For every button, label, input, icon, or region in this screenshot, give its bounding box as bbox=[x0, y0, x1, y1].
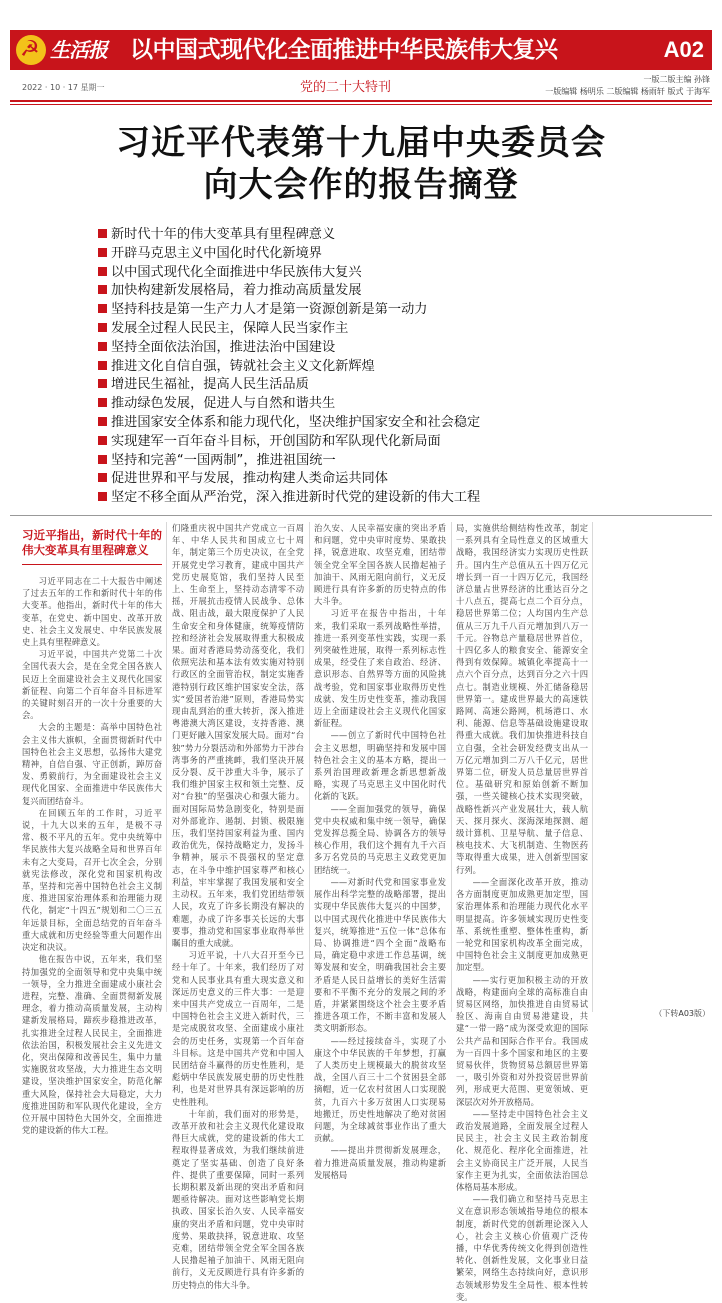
summary-point: 实现建军一百年奋斗目标，开创国防和军队现代化新局面 bbox=[98, 433, 698, 452]
body-paragraph: 十年前，我们面对的形势是，改革开放和社会主义现代化建设取得巨大成就，党的建设新的伟大工程取得显著成效，为我们继续前进奠定了坚实基础、创造了良好条件、提供了重要保障，同时一系列长期积累及新出现的突出矛盾和问题亟待解决。面对这些影响党长期执政、国家长治久安、人民幸福安康的突出矛盾和问题，党中央审时度势、果敢抉择，锐意进取、攻坚克难，团结带领全党全军全国各族人民撸起袖子加油干、风雨无阻向前行，义无反顾进行具有许多新的历史特点的伟大斗争。 bbox=[172, 1108, 304, 1290]
masthead-rule-thin bbox=[10, 104, 712, 105]
editors-credit-1: 一版二版主编 孙锋 bbox=[643, 75, 710, 84]
masthead-title: 以中国式现代化全面推进中华民族伟大复兴 bbox=[130, 36, 558, 63]
body-paragraph: 习近平同志在二十大报告中阐述了过去五年的工作和新时代十年的伟大变革。他指出，新时代十年的伟大变革，在党史、新中国史、改革开放史、社会主义发展史、中华民族发展史上具有里程碑意义。 bbox=[22, 576, 162, 648]
body-paragraph: 习近平说，中国共产党第二十次全国代表大会，是在全党全国各族人民迈上全面建设社会主义现代化国家新征程、向第二个百年奋斗目标进军的关键时刻召开的一次十分重要的大会。 bbox=[22, 649, 162, 721]
square-bullet-icon bbox=[98, 436, 107, 445]
summary-point: 坚持科技是第一生产力人才是第一资源创新是第一动力 bbox=[98, 301, 698, 320]
summary-point: 新时代十年的伟大变革具有里程碑意义 bbox=[98, 226, 698, 245]
square-bullet-icon bbox=[98, 361, 107, 370]
masthead-banner bbox=[10, 30, 712, 70]
summary-points-list bbox=[98, 226, 698, 508]
square-bullet-icon bbox=[98, 492, 107, 501]
summary-point: 推进国家安全体系和能力现代化，坚决维护国家安全和社会稳定 bbox=[98, 414, 698, 433]
issue-date: 2022 · 10 · 17 星期一 bbox=[22, 83, 105, 92]
headline-line-2: 向大会作的报告摘登 bbox=[203, 165, 519, 205]
body-paragraph: 大会的主题是：高举中国特色社会主义伟大旗帜，全面贯彻新时代中国特色社会主义思想，弘扬伟大建党精神，自信自强、守正创新，踔厉奋发、勇毅前行，为全面建设社会主义现代化国家、全面推进中华民族伟大复兴而团结奋斗。 bbox=[22, 722, 162, 806]
square-bullet-icon bbox=[98, 323, 107, 332]
body-paragraph: ——实行更加积极主动的开放战略，构建面向全球的高标准自由贸易区网络，加快推进自由贸易试验区、海南自由贸易港建设，共建“一带一路”成为深受欢迎的国际公共产品和国际合作平台。我国成为一百四十多个国家和地区的主要贸易伙伴，货物贸易总额居世界第一，吸引外资和对外投资居世界前列，形成更大范围、更宽领域、更深层次对外开放格局。 bbox=[456, 974, 588, 1107]
body-paragraph: ——创立了新时代中国特色社会主义思想，明确坚持和发展中国特色社会主义的基本方略，提出一系列治国理政新理念新思想新战略，实现了马克思主义中国化时代化新的飞跃。 bbox=[314, 730, 446, 802]
masthead-subrow bbox=[0, 74, 722, 100]
summary-point: 坚定不移全面从严治党，深入推进新时代党的建设新的伟大工程 bbox=[98, 489, 698, 508]
square-bullet-icon bbox=[98, 455, 107, 464]
page-number: A02 bbox=[663, 37, 704, 62]
article-subhead: 习近平指出，新时代十年的伟大变革具有里程碑意义 bbox=[22, 528, 162, 565]
headline-line-1: 习近平代表第十九届中央委员会 bbox=[116, 123, 606, 163]
column-divider bbox=[592, 522, 593, 1012]
body-paragraph: ——全面深化改革开放，推动各方面制度更加成熟更加定型，国家治理体系和治理能力现代化水平明显提高。许多领域实现历史性变革、系统性重塑、整体性重构，新一轮党和国家机构改革全面完成，中国特色社会主义制度更加成熟更加定型。 bbox=[456, 876, 588, 973]
body-paragraph: ——提出并贯彻新发展理念，着力推进高质量发展，推动构建新发展格局 bbox=[314, 1145, 446, 1180]
body-paragraph: ——全面加强党的领导，确保党中央权威和集中统一领导，确保党发挥总揽全局、协调各方的领导核心作用，我们这个拥有九千六百多万名党员的马克思主义政党更加团结统一。 bbox=[314, 803, 446, 875]
body-paragraph: 们隆重庆祝中国共产党成立一百周年、中华人民共和国成立七十周年，制定第三个历史决议，在全党开展党史学习教育，建成中国共产党历史展览馆，我们坚持人民至上、生命至上，坚持动态清零不动摇，开展抗击疫情人民战争、总体战、阻击战，最大限度保护了人民生命安全和身体健康，统筹疫情防控和经济社会发展取得重大积极成果。面对香港局势动荡变化，我们依照宪法和基本法有效实施对特别行政区的全面管治权，制定实施香港特别行政区维护国家安全法，落实“爱国者治港”原则，香港局势实现由乱到治的重大转折，深入推进粤港澳大湾区建设，支持香港、澳门更好融入国家发展大局。面对“台独”势力分裂活动和外部势力干涉台湾事务的严重挑衅，我们坚决开展反分裂、反干涉重大斗争，展示了我们维护国家主权和领土完整、反对“台独”的坚强决心和强大能力。面对国际局势急剧变化，特别是面对外部讹诈、遏制、封锁、极限施压，我们坚持国家利益为重、国内政治优先，保持战略定力，发扬斗争精神，展示不畏强权的坚定意志，在斗争中维护国家尊严和核心利益，牢牢掌握了我国发展和安全主动权。五年来，我们党团结带领人民，攻克了许多长期没有解决的难题，办成了许多事关长远的大事要事，推动党和国家事业取得举世瞩目的重大成就。 bbox=[172, 523, 304, 948]
body-paragraph: ——对新时代党和国家事业发展作出科学完整的战略部署，提出实现中华民族伟大复兴的中国梦，以中国式现代化推进中华民族伟大复兴，统筹推进“五位一体”总体布局、协调推进“四个全面”战略布局，确定稳中求进工作总基调，统筹发展和安全，明确我国社会主要矛盾是人民日益增长的美好生活需要和不平衡不充分的发展之间的矛盾，并紧紧围绕这个社会主要矛盾推进各项工作，不断丰富和发展人类文明新形态。 bbox=[314, 876, 446, 1034]
body-paragraph: ——经过接续奋斗，实现了小康这个中华民族的千年梦想，打赢了人类历史上规模最大的脱贫攻坚战，全国八百三十二个贫困县全部摘帽，近一亿农村贫困人口实现脱贫，九百六十多万贫困人口实现易地搬迁，历史性地解决了绝对贫困问题，为全球减贫事业作出了重大贡献。 bbox=[314, 1035, 446, 1144]
special-issue-label: 党的二十大特刊 bbox=[300, 80, 392, 95]
continued-note: （下转A03版） bbox=[654, 1009, 710, 1018]
article-divider bbox=[10, 515, 712, 516]
summary-point: 推动绿色发展，促进人与自然和谐共生 bbox=[98, 395, 698, 414]
body-paragraph: ——坚持走中国特色社会主义政治发展道路，全面发展全过程人民民主，社会主义民主政治制度化、规范化、程序化全面推进，社会主义协商民主广泛开展，人民当家作主更为扎实，全面依法治国总体格局基本形成。 bbox=[456, 1108, 588, 1192]
masthead-rule bbox=[10, 100, 712, 102]
body-paragraph: 他在报告中说，五年来，我们坚持加强党的全面领导和党中央集中统一领导，全力推进全面建成小康社会进程，完整、准确、全面贯彻新发展理念，着力推动高质量发展，主动构建新发展格局，蹄疾步稳推进改革，扎实推进全过程人民民主，全面推进依法治国，积极发展社会主义先进文化，突出保障和改善民生，集中力量实施脱贫攻坚战，大力推进生态文明建设，坚决维护国家安全，防范化解重大风险，保持社会大局稳定，大力度推进国防和军队现代化建设，全方位开展中国特色大国外交，全面推进党的建设新的伟大工程。 bbox=[22, 954, 162, 1136]
article-column-4 bbox=[456, 522, 588, 1302]
article-column-3 bbox=[314, 522, 446, 1180]
summary-point: 加快构建新发展格局，着力推动高质量发展 bbox=[98, 282, 698, 301]
party-emblem-icon bbox=[16, 35, 46, 65]
newspaper-brand: 生活报 bbox=[50, 38, 107, 62]
body-paragraph: 在回顾五年的工作时，习近平说，十九大以来的五年，是极不寻常、极不平凡的五年。党中央统筹中华民族伟大复兴战略全局和世界百年未有之大变局，召开七次全会，分别就宪法修改，深化党和国家机构改革，坚持和完善中国特色社会主义制度、推进国家治理体系和治理能力现代化，制定“十四五”规划和二〇三五年远景目标，全面总结党的百年奋斗重大成就和历史经验等重大问题作出决定和决议。 bbox=[22, 807, 162, 953]
square-bullet-icon bbox=[98, 304, 107, 313]
body-paragraph: 习近平说，十八大召开至今已经十年了。十年来，我们经历了对党和人民事业具有重大现实意义和深远历史意义的三件大事：一是迎来中国共产党成立一百周年，二是中国特色社会主义进入新时代，三是完成脱贫攻坚、全面建成小康社会的历史任务，实现第一个百年奋斗目标。这是中国共产党和中国人民团结奋斗赢得的历史性胜利，是彪炳中华民族发展史册的历史性胜利，也是对世界具有深远影响的历史性胜利。 bbox=[172, 950, 304, 1107]
square-bullet-icon bbox=[98, 398, 107, 407]
summary-point: 坚持全面依法治国，推进法治中国建设 bbox=[98, 339, 698, 358]
square-bullet-icon bbox=[98, 417, 107, 426]
page-headline bbox=[0, 122, 722, 206]
editors-credit-2: 一版编辑 杨明乐 二版编辑 杨雨轩 版式 于海军 bbox=[545, 87, 710, 96]
column-divider bbox=[166, 522, 167, 1012]
column-divider bbox=[309, 522, 310, 1012]
square-bullet-icon bbox=[98, 342, 107, 351]
body-paragraph: ——我们确立和坚持马克思主义在意识形态领域指导地位的根本制度，新时代党的创新理论深入人心，社会主义核心价值观广泛传播，中华优秀传统文化得到创造性转化、创新性发展，文化事业日益繁荣，网络生态持续向好，意识形态领域形势发生全局性、根本性转变。 bbox=[456, 1194, 588, 1302]
square-bullet-icon bbox=[98, 248, 107, 257]
summary-point: 促进世界和平与发展，推动构建人类命运共同体 bbox=[98, 470, 698, 489]
summary-point: 增进民生福祉，提高人民生活品质 bbox=[98, 376, 698, 395]
column-divider bbox=[451, 522, 452, 1012]
article-column-2 bbox=[172, 522, 304, 1290]
square-bullet-icon bbox=[98, 229, 107, 238]
body-paragraph: 习近平在报告中指出，十年来，我们采取一系列战略性举措，推进一系列变革性实践，实现一系列突破性进展，取得一系列标志性成果，经受住了来自政治、经济、意识形态、自然界等方面的风险挑战考验，党和国家事业取得历史性成就、发生历史性变革，推动我国迈上全面建设社会主义现代化国家新征程。 bbox=[314, 608, 446, 729]
article-column-1 bbox=[22, 522, 162, 1136]
square-bullet-icon bbox=[98, 267, 107, 276]
body-paragraph: 局，实施供给侧结构性改革，制定一系列具有全局性意义的区域重大战略，我国经济实力实现历史性跃升。国内生产总值从五十四万亿元增长到一百一十四万亿元，我国经济总量占世界经济的比重达百分之十八点五，提高七点二个百分点，稳居世界第二位；人均国内生产总值从三万九千八百元增加到八万一千元。谷物总产量稳居世界首位，十四亿多人的粮食安全、能源安全得到有效保障。城镇化率提高十一点六个百分点，达到百分之六十四点七。制造业规模、外汇储备稳居世界第一。建成世界最大的高速铁路网、高速公路网，机场港口、水利、能源、信息等基础设施建设取得重大成就。我们加快推进科技自立自强，全社会研发经费支出从一万亿元增加到二万八千亿元，居世界第二位，研发人员总量居世界首位。基础研究和原始创新不断加强，一些关键核心技术实现突破，战略性新兴产业发展壮大，载人航天、探月探火、深海深地探测、超级计算机、卫星导航、量子信息、核电技术、大飞机制造、生物医药等取得重大成果，进入创新型国家行列。 bbox=[456, 523, 588, 875]
body-paragraph: 治久安、人民幸福安康的突出矛盾和问题，党中央审时度势、果敢抉择，锐意进取、攻坚克难，团结带领全党全军全国各族人民撸起袖子加油干、风雨无阻向前行，义无反顾进行具有许多新的历史特点的伟大斗争。 bbox=[314, 523, 446, 607]
summary-point: 开辟马克思主义中国化时代化新境界 bbox=[98, 245, 698, 264]
summary-point: 以中国式现代化全面推进中华民族伟大复兴 bbox=[98, 264, 698, 283]
summary-point: 发展全过程人民民主，保障人民当家作主 bbox=[98, 320, 698, 339]
article-column-5 bbox=[596, 522, 714, 1012]
square-bullet-icon bbox=[98, 379, 107, 388]
summary-point: 坚持和完善“一国两制”，推进祖国统一 bbox=[98, 452, 698, 471]
summary-point: 推进文化自信自强，铸就社会主义文化新辉煌 bbox=[98, 358, 698, 377]
square-bullet-icon bbox=[98, 285, 107, 294]
square-bullet-icon bbox=[98, 473, 107, 482]
